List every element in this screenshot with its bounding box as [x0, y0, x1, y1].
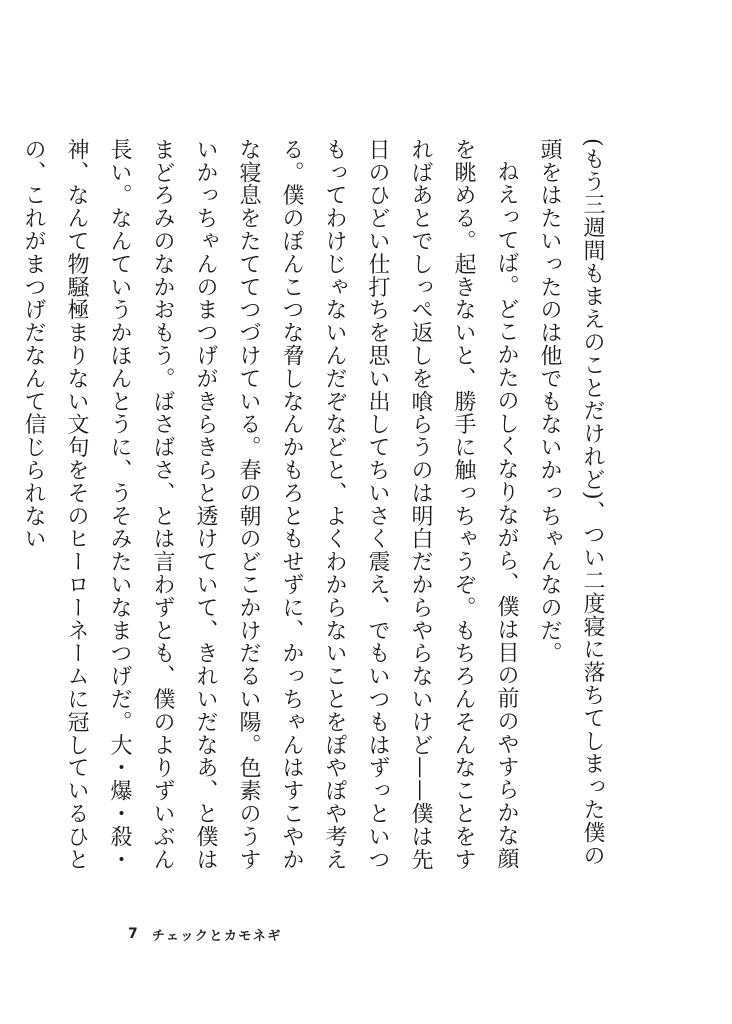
paragraph-opening [528, 138, 614, 878]
paragraph-main: ねえってば。どこかたのしくなりながら、僕は目の前のやすらかな顔を眺める。起きないと、勝手に触っちゃうぞ。もちろんそんなことをすればあとでしっぺ返しを喰らうのは明白だからやらないけど——僕は先日のひどい仕打ちを思い出してちいさく震え、でもいつもはずっといつもってわけじゃないんだぞなどと、よくわからないことをぽやぽや考える。僕のぽんこつな脅しなんかもろともせずに、かっちゃんはすこやかな寝息をたててつづけている。春の朝のどこかけだるい陽。色素のうすいかっちゃんのまつげがきらきらと透けていて、きれいだなあ、と僕はまどろみのなかおもう。ばさばさ、とは言わずとも、僕のよりずいぶん長い。なんていうかほんとうに、うそみたいなまつげだ。大・爆・殺・神、なんて物騒極まりない文句をそのヒーローネームに冠しているひとの、これがまつげだなんて信じられない [21, 138, 519, 871]
page-number: 7 [128, 926, 138, 942]
paragraph-continuation: ったのは他でもないかっちゃんなのだ。 [537, 252, 562, 665]
body-text [21, 138, 614, 878]
page-footer [128, 922, 282, 946]
running-title: チェックとカモネギ [151, 928, 282, 944]
paragraph-first-line: (もう三週間もまえのことだけれど)、つい二度寝に落ちてしまった僕の頭をはたい [537, 138, 605, 867]
